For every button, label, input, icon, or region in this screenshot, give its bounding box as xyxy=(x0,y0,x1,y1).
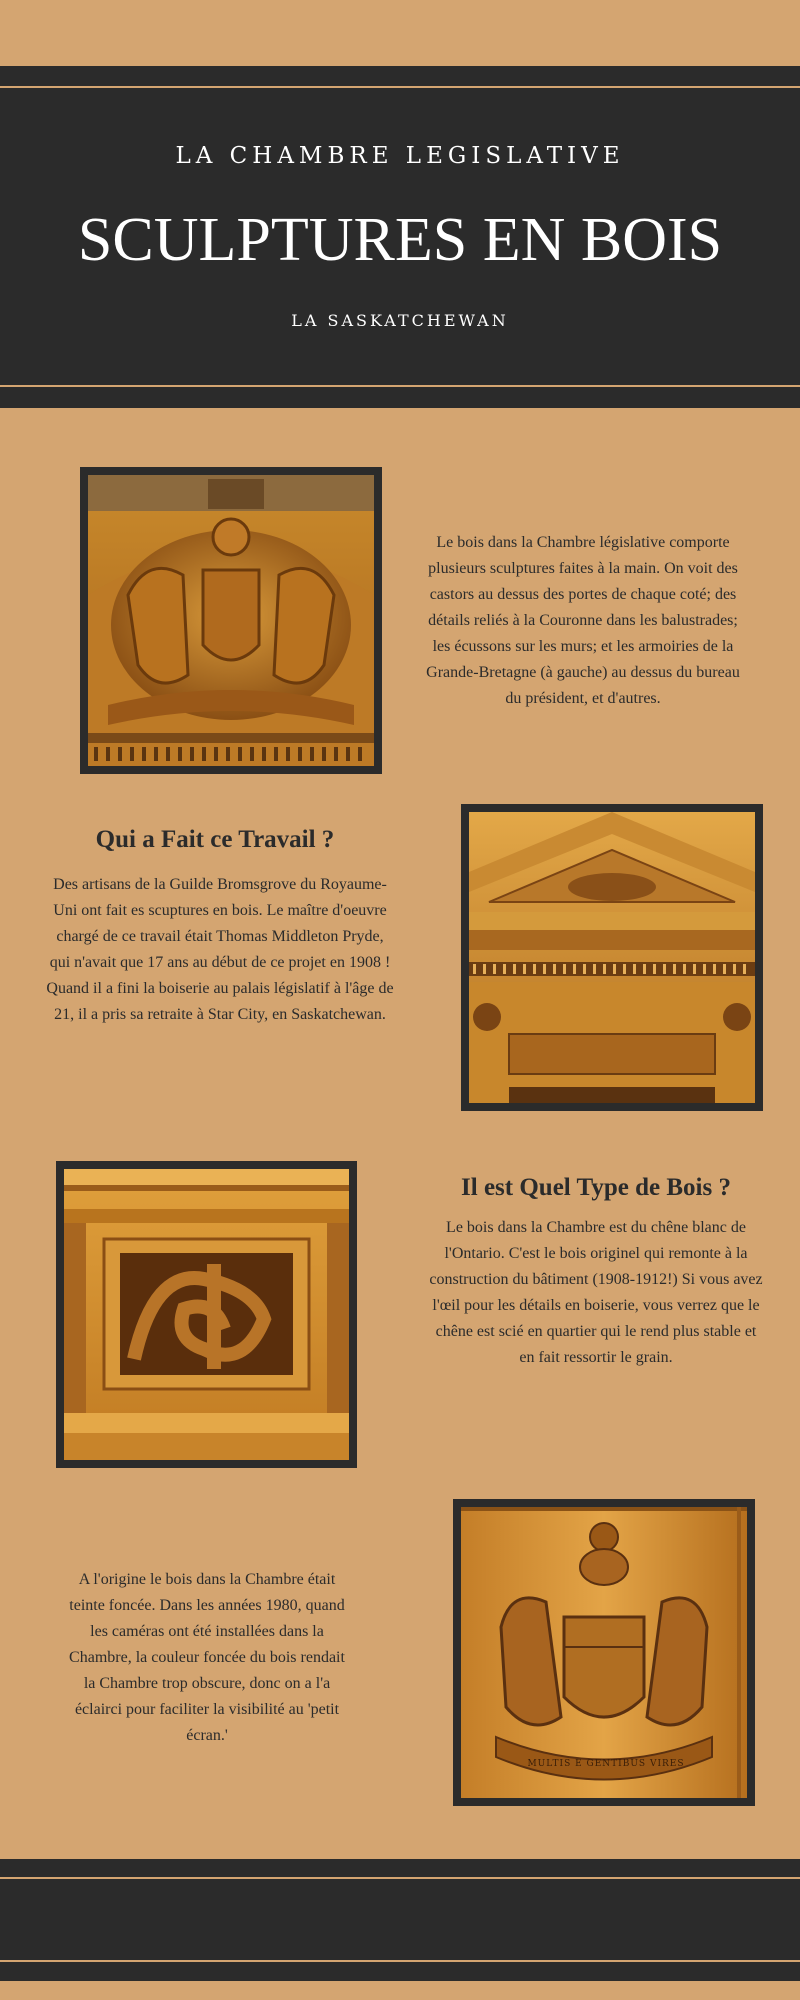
monogram-balustrade-illustration xyxy=(64,1169,349,1460)
header-rule-top xyxy=(0,86,800,88)
header-rule-bottom xyxy=(0,385,800,387)
royal-coat-of-arms-photo xyxy=(80,467,382,774)
beaver-pediment-illustration xyxy=(469,812,755,1103)
section-2-text: Des artisans de la Guilde Bromsgrove du Royaume-Uni ont fait es scuptures en bois. Le maître d'oeuvre chargé de ce travail était Thomas Middleton Pryde, qui n'avait que 17 ans au début de ce projet en 1908 ! Quand il a fini la boiserie au palais législatif à l'âge de 21, il a pris sa retraite à Star City, en Saskatchewan. xyxy=(46,876,394,1023)
section-2-heading: Qui a Fait ce Travail ? xyxy=(95,826,335,853)
beaver-pediment-photo xyxy=(461,804,763,1111)
section-3-heading: Il est Quel Type de Bois ? xyxy=(461,1174,731,1201)
footer-rule-bottom xyxy=(0,1960,800,1962)
royal-coat-of-arms-illustration xyxy=(88,475,374,766)
footer-rule-top xyxy=(0,1877,800,1879)
section-3-text: Le bois dans la Chambre est du chêne blanc de l'Ontario. C'est le bois originel qui remonte à la construction du bâtiment (1908-1912!) Si vous avez l'œil pour les détails en boiserie, vous verrez que le chêne est scié en quartier qui le rend plus stable et en fait ressortir le grain. xyxy=(429,1219,763,1366)
saskatchewan-coat-of-arms-photo xyxy=(453,1499,755,1806)
section-4-text: A l'origine le bois dans la Chambre était teinte foncée. Dans les années 1980, quand les caméras ont été installées dans la Chambre, la couleur foncée du bois rendait la Chambre trop obscure, donc on a l'a éclairci pour faciliter la visibilité au 'petit écran.' xyxy=(69,1571,345,1744)
header-kicker: LA CHAMBRE LEGISLATIVE xyxy=(175,143,625,169)
page-title: SCULPTURES EN BOIS xyxy=(77,206,723,274)
section-1-text: Le bois dans la Chambre législative comporte plusieurs sculptures faites à la main. On voit des castors au dessus des portes de chaque coté; des détails reliés à la Couronne dans les balustrades; les écussons sur les murs; et les armoiries de la Grande-Bretagne (à gauche) au dessus du bureau du président, et d'autres. xyxy=(426,534,740,707)
monogram-balustrade-photo xyxy=(56,1161,357,1468)
header-subtitle: LA SASKATCHEWAN xyxy=(291,311,509,330)
motto-ribbon-text: MULTIS E GENTIBUS VIRES xyxy=(527,1759,685,1769)
saskatchewan-coat-of-arms-illustration xyxy=(461,1507,747,1798)
